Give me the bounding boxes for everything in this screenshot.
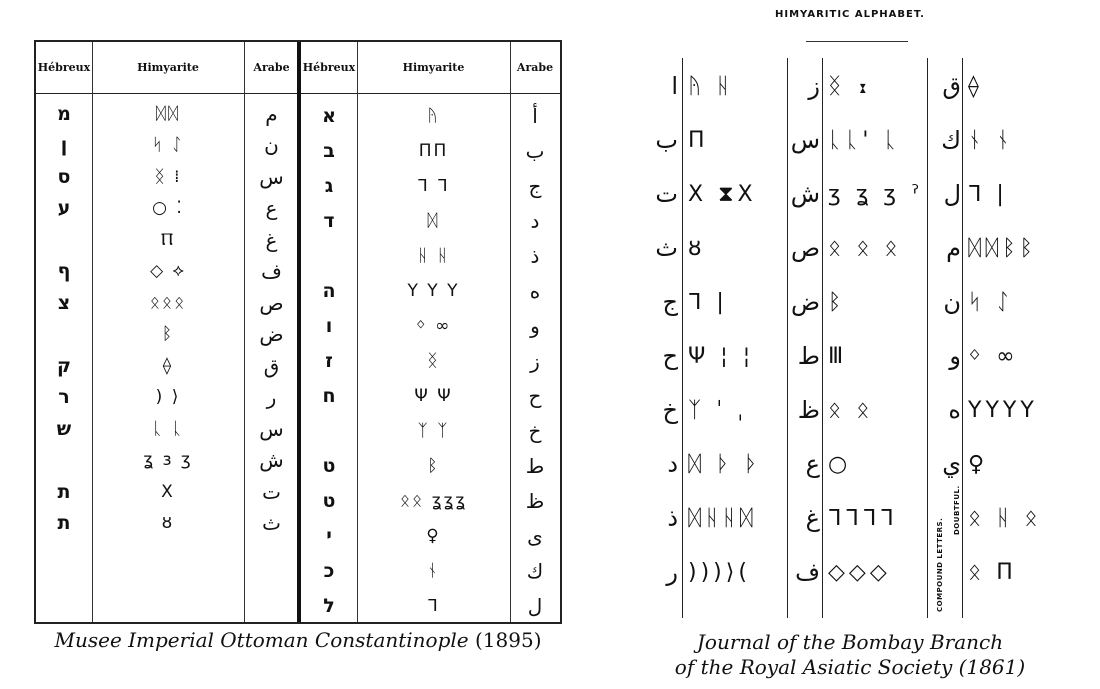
arabic-letter: و (949, 342, 961, 370)
arabic-letter: خ (662, 396, 678, 424)
table-cell-hebrew (36, 224, 92, 256)
arabic-letter: ز (808, 72, 820, 100)
table-cell-arabic: ع (265, 196, 278, 221)
doubtful-label: DOUBTFUL. (953, 485, 961, 535)
himyaritic-glyphs: ᛟ ᛟ (828, 398, 874, 423)
arabic-letter: ق (942, 72, 961, 100)
himyaritic-glyphs: ᛉ ˈ ˌ (688, 398, 748, 423)
himyaritic-glyphs: ᚤ ᚺ (688, 74, 734, 99)
table-cell-hebrew (36, 445, 92, 477)
table-cell-arabic: ظ (525, 488, 545, 513)
table-cell-hebrew: ס (57, 165, 71, 188)
arabic-letter: ث (655, 234, 678, 262)
table-cell-hebrew: ע (57, 197, 71, 220)
table-cell-arabic: ى (527, 523, 543, 548)
header-hebreux-2: Hébreux (301, 42, 357, 94)
table-cell-himyarite: ᚳ ᚳ (152, 418, 184, 439)
right-plate-title: HIMYARITIC ALPHABET. (775, 9, 925, 20)
table-cell-hebrew: ן (60, 134, 68, 157)
arabic-letter: ا (671, 72, 678, 100)
himyaritic-glyphs: ȣ (688, 236, 706, 261)
table-cell-arabic: أ (532, 103, 538, 128)
right-caption (600, 630, 1100, 680)
table-cell-hebrew (301, 413, 357, 448)
table-cell-arabic: ث (262, 511, 281, 536)
arabic-letter: ن (943, 288, 961, 316)
musee-ottoman-alphabet-table (34, 40, 562, 624)
table-cell-himyarite: ᒣ (427, 595, 440, 616)
table-cell-arabic: ش (259, 448, 284, 473)
arabic-letter: ج (662, 288, 678, 316)
table-cell-arabic: ف (261, 259, 282, 284)
arabic-letter: ذ (667, 504, 678, 532)
table-cell-arabic: ب (525, 138, 545, 163)
table-cell-hebrew: א (322, 104, 336, 127)
arabic-letter: ض (790, 288, 820, 316)
table-cell-hebrew: ז (325, 349, 333, 372)
table-cell-hebrew: כ (323, 559, 335, 582)
table-cell-himyarite: ΠΠ (418, 140, 449, 161)
table-cell-arabic: س (259, 164, 284, 189)
column-divider (682, 58, 683, 618)
himyaritic-glyphs: Ψ ¦ ¦ (688, 344, 755, 369)
table-cell-hebrew: ט (322, 489, 336, 512)
himyaritic-glyphs: ᛟ ᛟ ᛟ (828, 236, 902, 261)
table-cell-arabic: ك (526, 558, 544, 583)
arabic-letter: ي (942, 450, 961, 478)
table-cell-arabic: ن (264, 133, 279, 158)
himyaritic-glyphs: ᛝ ⧗ (828, 74, 874, 99)
compound-letters-label: COMPOUND LETTERS. (936, 517, 944, 612)
table-cell-himyarite: Ψ Ψ (414, 385, 453, 406)
table-cell-hebrew: ה (322, 279, 336, 302)
arabic-letter: ب (655, 126, 678, 154)
table-cell-arabic: ت (262, 479, 281, 504)
table-cell-arabic: ذ (530, 243, 540, 268)
arabic-letter: ر (666, 558, 678, 586)
arabic-letter: ه (948, 396, 961, 424)
arabic-letter: ف (795, 558, 820, 586)
arabic-letter: ك (941, 126, 961, 154)
himyaritic-glyphs: )))⟩( (688, 560, 751, 585)
table-cell-arabic: غ (265, 227, 278, 252)
arabic-letter: ح (662, 342, 678, 370)
table-cell-arabic: ز (530, 348, 540, 373)
arabic-letter: ص (790, 234, 820, 262)
himyaritic-glyphs: Π (688, 128, 709, 153)
table-cell-arabic: ج (528, 173, 542, 198)
arabic-letter: ظ (797, 396, 820, 424)
himyaritic-glyphs: ʒ ʓ ʒ ˀ (828, 182, 924, 207)
table-cell-arabic: ر (266, 385, 277, 410)
himyaritic-glyphs: ᚳᚳ' ᚳ (828, 128, 901, 153)
table-cell-hebrew (36, 319, 92, 351)
table-cell-hebrew: מ (57, 102, 71, 125)
table-cell-hebrew: ת (57, 480, 71, 503)
title-rule (806, 41, 908, 42)
column-divider (962, 58, 963, 618)
arabic-letter: ع (805, 450, 820, 478)
header-arabe-1: Arabe (244, 42, 299, 94)
table-cell-arabic: د (530, 208, 540, 233)
himyaritic-glyphs: ᛒ (828, 290, 846, 315)
table-cell-hebrew: ק (57, 354, 71, 377)
himyaritic-glyphs: ᛟ Π (968, 560, 1017, 585)
himyaritic-glyphs: ᛞᚺᚺᛞ (688, 506, 757, 531)
right-caption-line-2: of the Royal Asiatic Society (1861) (674, 655, 1026, 679)
table-cell-arabic: ط (525, 453, 545, 478)
arabic-letter: د (667, 450, 678, 478)
table-cell-arabic: م (265, 101, 278, 126)
table-cell-hebrew: ב (323, 139, 335, 162)
table-cell-himyarite: ᛜ ∞ (415, 315, 452, 336)
table-cell-himyarite: Y Y Y (407, 280, 460, 301)
table-cell-arabic: خ (528, 418, 542, 443)
arabic-letter: ط (797, 342, 820, 370)
table-cell-arabic: ح (528, 383, 542, 408)
table-cell-hebrew: ד (323, 209, 335, 232)
arabic-letter: س (790, 126, 820, 154)
arabic-letter: غ (805, 504, 820, 532)
left-caption-source: Musee Imperial Ottoman Constantinople (54, 628, 469, 652)
table-cell-hebrew: ל (323, 594, 335, 617)
table-cell-arabic: ص (259, 290, 284, 315)
table-cell-himyarite: ᚤ (427, 105, 440, 126)
himyaritic-glyphs: ᚾ ᚾ (968, 128, 1014, 153)
himyaritic-glyphs: ᛋ ᛇ (968, 290, 1014, 315)
himyaritic-glyphs: ◇◇◇ (828, 560, 891, 585)
table-cell-himyarite: ᛒ (427, 455, 440, 476)
table-cell-arabic: س (259, 416, 284, 441)
table-cell-himyarite: ᛒ (161, 324, 175, 345)
himyaritic-glyphs: ᒣ | (968, 182, 1008, 207)
table-cell-hebrew: ח (322, 384, 336, 407)
table-cell-hebrew: ג (324, 174, 334, 197)
table-cell-himyarite: ᛟᛟ ʓʓʓ (399, 490, 468, 511)
table-cell-arabic: ض (259, 322, 284, 347)
left-caption-year: (1895) (475, 628, 542, 652)
himyaritic-glyphs: ᛟ ᚺ ᛟ (968, 506, 1042, 531)
table-cell-himyarite: ◇ ⟡ (150, 261, 186, 282)
table-cell-himyarite: ᛋ ᛇ (152, 135, 184, 156)
arabic-letter: ت (655, 180, 678, 208)
himyaritic-glyphs: ♀ (968, 452, 989, 477)
table-cell-hebrew: ט (322, 454, 336, 477)
table-cell-arabic: ق (263, 353, 280, 378)
table-cell-hebrew: ו (325, 314, 333, 337)
table-cell-hebrew: ר (58, 386, 70, 409)
table-cell-himyarite: ᛟᛟᛟ (149, 292, 187, 313)
arabic-letter: ل (943, 180, 961, 208)
table-cell-himyarite: ⟠ (162, 355, 174, 376)
table-cell-himyarite: X (161, 481, 175, 502)
table-cell-himyarite: ᛞᛞ (155, 103, 181, 124)
column-divider (822, 58, 823, 618)
himyaritic-glyphs: ᒣᒣᒣᒣ (828, 506, 898, 531)
table-cell-himyarite: Ⲡ (160, 229, 176, 250)
himyaritic-glyphs: ᛞ ᚦ ᚦ (688, 452, 762, 477)
himyaritic-glyphs: ᒣ | (688, 290, 728, 315)
himyaritic-glyphs: X ⧗X (688, 182, 757, 207)
table-cell-himyarite: ᛝ (427, 350, 440, 371)
table-cell-hebrew: ת (57, 512, 71, 535)
table-cell-himyarite: ○ ⁚ (152, 198, 184, 219)
himyaritic-glyphs: YYYY (968, 398, 1038, 423)
table-cell-himyarite: ȣ (161, 513, 175, 534)
table-cell-arabic: و (530, 313, 540, 338)
table-cell-himyarite: ᚺ ᚺ (417, 245, 450, 266)
table-cell-himyarite: ᒣ ᒣ (417, 175, 450, 196)
header-arabe-2: Arabe (510, 42, 560, 94)
table-cell-himyarite: ♀ (426, 525, 441, 546)
table-cell-arabic: ه (529, 278, 541, 303)
arabic-letter: م (946, 234, 961, 262)
left-caption (34, 628, 562, 652)
header-hebreux-1: Hébreux (36, 42, 92, 94)
table-cell-hebrew: ש (56, 417, 72, 440)
himyaritic-glyphs: ᛞᛞᛒᛒ (968, 236, 1037, 261)
right-caption-line-1: Journal of the Bombay Branch (696, 630, 1004, 654)
table-cell-hebrew (301, 238, 357, 273)
header-himyarite-2: Himyarite (357, 42, 510, 94)
himyaritic-glyphs: ⟠ (968, 74, 983, 99)
table-cell-himyarite: ʓ ɜ ʒ (143, 450, 193, 471)
table-cell-arabic: ل (527, 593, 543, 618)
table-cell-hebrew: י (326, 524, 332, 547)
table-cell-himyarite: ᛉ ᛉ (417, 420, 450, 441)
himyaritic-glyphs: ○ (828, 452, 852, 477)
table-cell-himyarite: ᚾ (427, 560, 440, 581)
himyaritic-glyphs: ᛜ ∞ (968, 344, 1019, 369)
arabic-letter: ش (790, 180, 820, 208)
table-cell-hebrew: ף (57, 260, 71, 283)
himyaritic-glyphs: Ⅲ (828, 344, 848, 369)
table-cell-himyarite: ) ⟩ (155, 387, 181, 408)
table-cell-hebrew: צ (57, 291, 71, 314)
header-himyarite-1: Himyarite (92, 42, 244, 94)
table-cell-himyarite: ᛞ (427, 210, 440, 231)
table-cell-himyarite: ᛝ ⁞ (154, 166, 182, 187)
